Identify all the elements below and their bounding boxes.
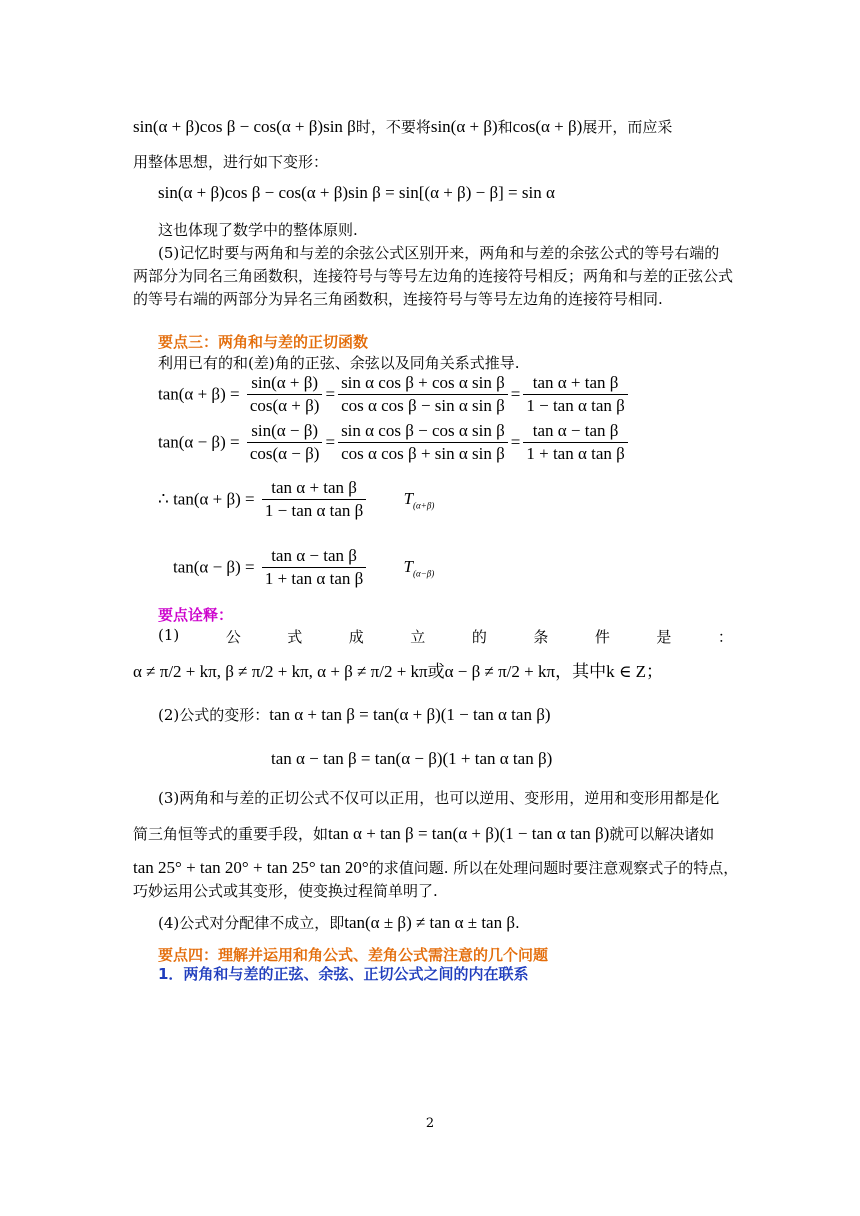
fraction: [338, 372, 508, 417]
denominator: cos α cos β + sin α sin β: [341, 444, 505, 463]
fraction: [523, 420, 627, 465]
item2-formula-1: tan α + tan β = tan(α + β)(1 − tan α tan β): [269, 705, 551, 724]
item3-line-2: [133, 823, 714, 845]
notes-heading: 要点诠释：: [158, 606, 234, 624]
expr-cos-sum: cos(α + β): [512, 117, 583, 136]
fraction: [523, 372, 627, 417]
expr-sin-sum: sin(α + β): [430, 117, 498, 136]
word: 式: [287, 628, 303, 646]
tag-letter: T: [403, 556, 413, 576]
item5-line-3: 的等号右端的两部分为异名三角函数积，连接符号与等号左边角的连接符号相同.: [133, 290, 663, 308]
text-fragment: 的求值问题. 所以在处理问题时要注意观察式子的特点，: [368, 859, 739, 877]
word: (1): [158, 626, 180, 644]
item5-line-1: (5)记忆时要与两角和与差的余弦公式区别开来，两角和与差的余弦公式的等号右端的: [158, 244, 720, 262]
item3-line-1: (3)两角和与差的正切公式不仅可以正用，也可以逆用、变形用，逆用和变形用都是化: [158, 789, 720, 807]
numerator: tan α − tan β: [262, 545, 366, 568]
item3-example-expr: tan 25° + tan 20° + tan 25° tan 20°: [133, 858, 369, 877]
section3-intro: 利用已有的和(差)角的正弦、余弦以及同角关系式推导.: [158, 354, 520, 372]
fraction: [262, 545, 366, 590]
denominator: 1 − tan α tan β: [264, 501, 364, 520]
word: 公: [225, 628, 241, 646]
word: 条: [533, 628, 549, 646]
item4-formula: tan(α ± β) ≠ tan α ± tan β: [344, 913, 515, 932]
numerator: sin α cos β − cos α sin β: [338, 420, 508, 443]
item2-label: (2)公式的变形：: [158, 706, 270, 724]
tan-diff-formula: [173, 545, 434, 590]
fraction: [247, 420, 323, 465]
tag-letter: T: [403, 488, 414, 508]
text-fragment: 简三角恒等式的重要手段，如: [133, 825, 329, 843]
numerator: tan α − tan β: [523, 420, 627, 443]
text-fragment: 就可以解决诸如: [609, 825, 715, 843]
item4-line: [158, 912, 520, 934]
section4-heading: 要点四：理解并运用和角公式、差角公式需注意的几个问题: [158, 946, 549, 964]
item1-condition: α ≠ π/2 + kπ, β ≠ π/2 + kπ, α + β ≠ π/2 + kπ或α − β ≠ π/2 + kπ，其中k ∈ Z；: [133, 662, 664, 681]
formula-tag-minus: [403, 556, 435, 579]
derivation-formula: sin(α + β)cos β − cos(α + β)sin β = sin[(α + β) − β] = sin α: [158, 183, 555, 202]
word: 立: [410, 628, 426, 646]
denominator: 1 − tan α tan β: [526, 396, 625, 415]
numerator: tan α + tan β: [523, 372, 627, 395]
numerator: sin(α − β): [247, 420, 323, 443]
expr-sin-cos: sin(α + β)cos β − cos(α + β)sin β: [133, 117, 356, 136]
numerator: sin α cos β + cos α sin β: [338, 372, 508, 395]
tag-subscript: (α+β): [413, 500, 435, 511]
formula-tag-plus: [403, 488, 435, 511]
text-fragment: 和: [497, 118, 513, 136]
item3-formula: tan α + tan β = tan(α + β)(1 − tan α tan β): [328, 824, 610, 843]
denominator: 1 + tan α tan β: [526, 444, 625, 463]
text-fragment: (4)公式对分配律不成立，即: [158, 914, 345, 932]
para-line-1: [133, 116, 672, 138]
para-line-4: 这也体现了数学中的整体原则.: [158, 221, 358, 239]
denominator: cos(α + β): [249, 396, 320, 415]
item3-line-4: 巧妙运用公式或其变形，使变换过程简单明了.: [133, 882, 438, 900]
para-line-2: 用整体思想，进行如下变形：: [133, 153, 329, 171]
word: 的: [471, 628, 487, 646]
eq-lhs: ∴ tan(α + β) =: [158, 489, 255, 509]
item3-line-3: [133, 857, 738, 879]
text-fragment: 展开，而应采: [582, 118, 673, 136]
eq-lhs: tan(α − β) =: [158, 432, 240, 452]
denominator: cos(α − β): [249, 444, 320, 463]
section3-heading: 要点三：两角和与差的正切函数: [158, 333, 369, 351]
tan-sum-derivation: tan(α + β) = $\frac{\sin(\alpha + \beta)}{\cos(\alpha + \beta)}$ = $\frac{\text{sin α cos β + cos α sin β}}{\text{cos α cos β − sin α sin β}}$ = $\frac{\text{tan α + tan β}}{\text{1 − tan α tan β}}$: [158, 372, 631, 417]
section4-sub1: 1．两角和与差的正弦、余弦、正切公式之间的内在联系: [158, 965, 529, 983]
word: 成: [348, 628, 364, 646]
word: 件: [594, 628, 610, 646]
item1-spread-line: [133, 626, 733, 647]
numerator: sin(α + β): [247, 372, 323, 395]
eq-lhs: tan(α + β) =: [158, 384, 240, 404]
text-fragment: .: [514, 914, 520, 932]
tan-diff-derivation: tan(α − β) = $\frac{\sin(\alpha - \beta)}{\cos(\alpha - \beta)}$ = $\frac{\text{sin α cos β − cos α sin β}}{\text{cos α cos β + sin α sin β}}$ = $\frac{\text{tan α − tan β}}{\text{1 + tan α tan β}}$: [158, 420, 631, 465]
fraction: [338, 420, 508, 465]
eq-lhs: tan(α − β) =: [173, 557, 255, 577]
numerator: tan α + tan β: [262, 477, 366, 500]
item5-line-2: 两部分为同名三角函数积，连接符号与等号左边角的连接符号相反；两角和与差的正弦公式: [133, 267, 734, 285]
denominator: 1 + tan α tan β: [264, 569, 364, 588]
tan-sum-formula: [158, 477, 434, 522]
word: ：: [717, 628, 733, 646]
item2-line-1: [158, 704, 551, 726]
denominator: cos α cos β − sin α sin β: [341, 396, 505, 415]
fraction: [262, 477, 366, 522]
page-number: 2: [425, 1116, 435, 1131]
tag-subscript: (α−β): [412, 568, 435, 579]
fraction: [247, 372, 323, 417]
text-fragment: 时，不要将: [355, 118, 431, 136]
item2-formula-2: tan α − tan β = tan(α − β)(1 + tan α tan β): [271, 749, 553, 768]
word: 是: [656, 628, 672, 646]
